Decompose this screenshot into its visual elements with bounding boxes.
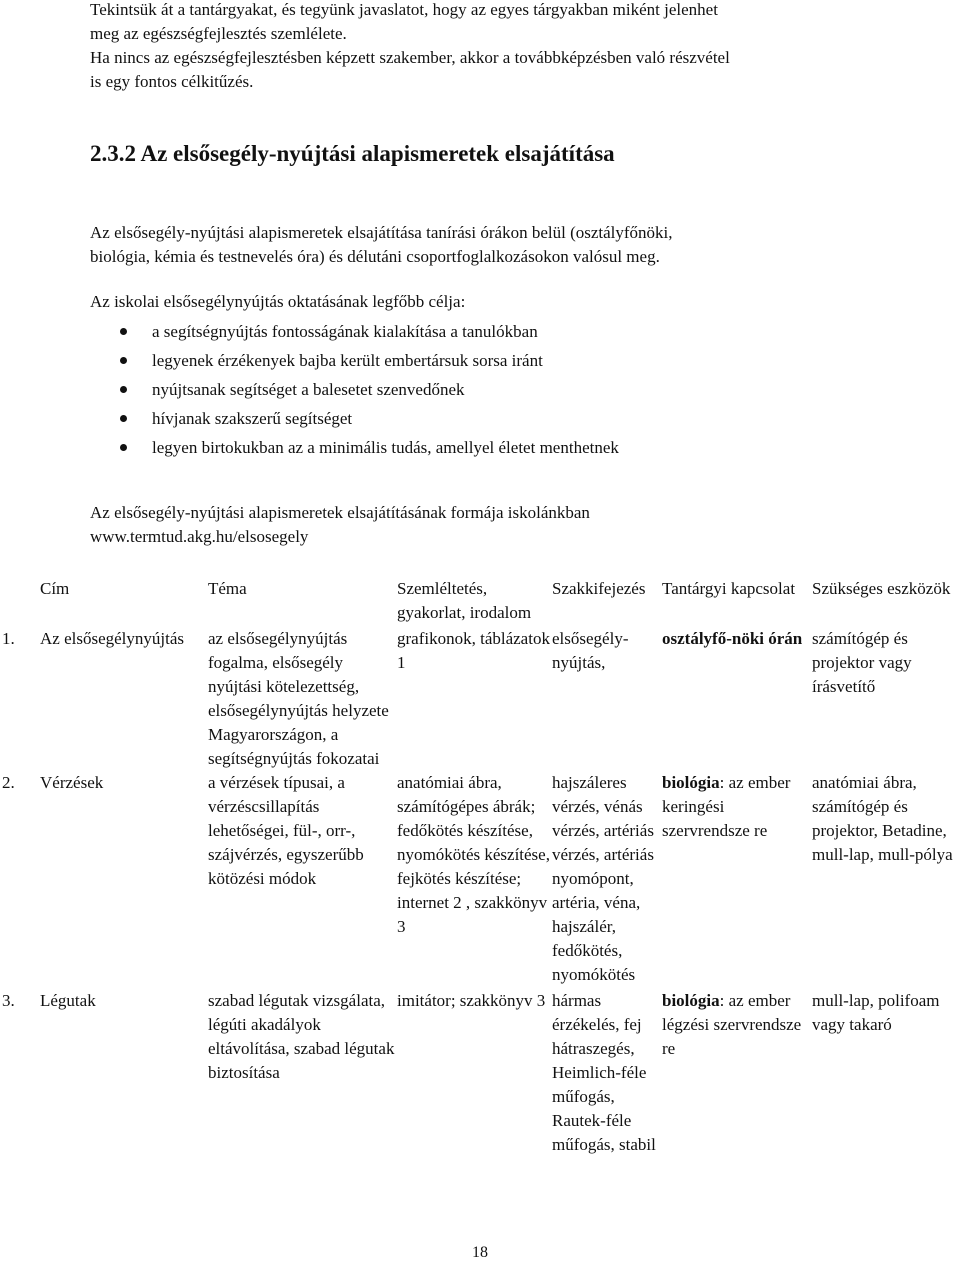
cell-title: Az elsősegélynyújtás [40, 629, 184, 648]
form-line: Az elsősegély-nyújtási alapismeretek elsajátításának formája iskolánkban [90, 503, 590, 522]
website-link[interactable]: www.termtud.akg.hu/elsosegely [90, 527, 309, 546]
topics-table [0, 575, 960, 1157]
header-demo: Szemléltetés, gyakorlat, irodalom [397, 579, 532, 622]
cell-tools: számítógép és projektor vagy írásvetítő [812, 629, 912, 696]
paragraph-line: biológia, kémia és testnevelés óra) és délutáni csoportfoglalkozásokon valósul meg. [90, 247, 660, 266]
cell-demo: grafikonok, táblázatok 1 [397, 629, 550, 672]
intro-line: Tekintsük át a tantárgyakat, és tegyünk javaslatot, hogy az egyes tárgyakban miként jelenhet [90, 0, 718, 19]
cell-subject [662, 987, 812, 1157]
paragraph-line: Az elsősegély-nyújtási alapismeretek elsajátítása tanírási órákon belül (osztályfőnöki, [90, 223, 673, 242]
bullet-icon [120, 386, 127, 393]
intro-paragraph [90, 0, 880, 94]
list-item-text: legyen birtokukban az a minimális tudás, amellyel életet menthetnek [152, 438, 619, 457]
header-title: Cím [40, 579, 70, 598]
table-row [0, 625, 960, 771]
goals-list [90, 317, 880, 462]
cell-subject [662, 771, 812, 987]
subject-bold: biológia [662, 991, 720, 1010]
intro-line: is egy fontos célkitűzés. [90, 72, 254, 91]
list-item [90, 433, 880, 462]
list-item-text: nyújtsanak segítséget a balesetet szenvedőnek [152, 380, 465, 399]
table-row [0, 987, 960, 1157]
cell-demo: anatómiai ábra, számítógépes ábrák; fedőkötés készítése, nyomókötés készítése, fejkötés készítése; internet 2 , szakkönyv 3 [397, 773, 550, 936]
bullet-icon [120, 415, 127, 422]
goals-title: Az iskolai elsősegélynyújtás oktatásának legfőbb célja: [90, 292, 466, 311]
cell-topic: szabad légutak vizsgálata, légúti akadályok eltávolítása, szabad légutak biztosítása [208, 991, 395, 1082]
page-number: 18 [472, 1244, 488, 1261]
table-header-row [0, 575, 960, 625]
list-item [90, 346, 880, 375]
table-row [0, 771, 960, 987]
cell-topic: a vérzések típusai, a vérzéscsillapítás lehetőségei, fül-, orr-, szájvérzés, egyszerűbb kötözési módok [208, 773, 364, 888]
cell-tools: anatómiai ábra, számítógép és projektor, Betadine, mull-lap, mull-pólya [812, 773, 953, 864]
list-item-text: hívjanak szakszerű segítséget [152, 409, 353, 428]
list-item [90, 375, 880, 404]
cell-terms: hajszáleres vérzés, vénás vérzés, artériás vérzés, artériás nyomópont, artéria, véna, hajszálér, fedőkötés, nyomókötés [552, 773, 654, 984]
row-number: 2. [2, 773, 15, 792]
header-terms: Szakkifejezés [552, 579, 646, 598]
list-item-text: a segítségnyújtás fontosságának kialakítása a tanulókban [152, 322, 538, 341]
bullet-icon [120, 444, 127, 451]
header-subject: Tantárgyi kapcsolat [662, 579, 796, 598]
form-paragraph [90, 501, 880, 549]
cell-tools: mull-lap, polifoam vagy takaró [812, 991, 940, 1034]
cell-terms: hármas érzékelés, fej hátraszegés, Heimlich-féle műfogás, Rautek-féle műfogás, stabil [552, 991, 656, 1154]
bullet-icon [120, 328, 127, 335]
header-num [0, 575, 40, 625]
subject-bold: osztályfő-nöki órán [662, 629, 803, 648]
list-item [90, 317, 880, 346]
bullet-icon [120, 357, 127, 364]
header-topic: Téma [208, 579, 247, 598]
cell-demo: imitátor; szakkönyv 3 [397, 991, 546, 1010]
cell-topic: az elsősegélynyújtás fogalma, elsősegély nyújtási kötelezettség, elsősegélynyújtás helyzete Magyarországon, a segítségnyújtás fokozatai [208, 629, 389, 768]
intro-line: Ha nincs az egészségfejlesztésben képzett szakember, akkor a továbbképzésben való részvétel [90, 48, 730, 67]
cell-title: Vérzések [40, 773, 104, 792]
paragraph-1 [90, 221, 850, 269]
section-heading: 2.3.2 Az elsősegély-nyújtási alapismeretek elsajátítása [90, 141, 615, 166]
subject-rest: : az ember légzési szervrendsze re [662, 991, 802, 1058]
row-number: 1. [2, 629, 15, 648]
row-number: 3. [2, 991, 15, 1010]
cell-terms: elsősegély-nyújtás, [552, 629, 629, 672]
subject-rest: : az ember keringési szervrendsze re [662, 773, 791, 840]
cell-title: Légutak [40, 991, 96, 1010]
header-tools: Szükséges eszközök [812, 579, 951, 598]
cell-subject [662, 625, 812, 771]
subject-bold: biológia [662, 773, 720, 792]
list-item-text: legyenek érzékenyek bajba került embertársuk sorsa iránt [152, 351, 543, 370]
list-item [90, 404, 880, 433]
intro-line: meg az egészségfejlesztés szemlélete. [90, 24, 347, 43]
